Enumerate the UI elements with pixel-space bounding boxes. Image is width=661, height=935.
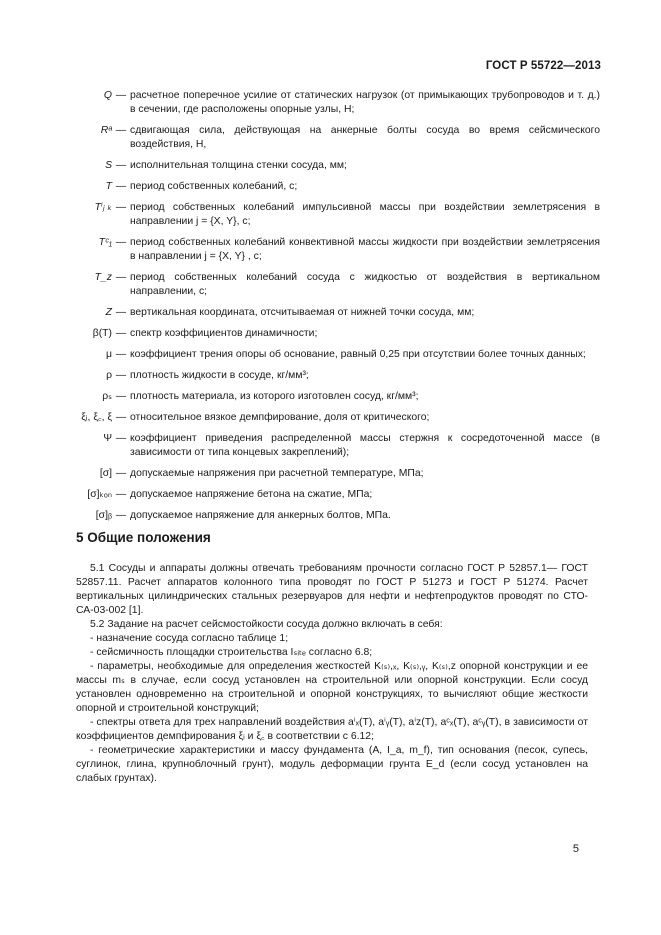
definition-row	[40, 306, 600, 320]
definition-symbol: T_z	[94, 272, 112, 283]
definition-row	[40, 509, 600, 523]
definition-symbol: [σ]ₖₒₙ	[87, 489, 112, 500]
definition-dash: —	[115, 391, 127, 402]
definition-symbol: [σ]ᵦ	[95, 510, 112, 521]
definition-row	[40, 432, 600, 460]
document-header: ГОСТ Р 55722—2013	[485, 60, 601, 72]
definition-symbol: β(T)	[92, 328, 112, 339]
paragraph: 5.2 Задание на расчет сейсмостойкости сосуда должно включать в себя:	[90, 619, 443, 630]
list-item: - параметры, необходимые для определения жесткостей K₍ₛ₎,ₓ, K₍ₛ₎,ᵧ, K₍ₛ₎,z опорной конструкции и ее массы mₛ в случае, если сосуд установлен на строительной или опорной конструкции. Если сосуд установлен одновременно на строительной и опорной конструкциях, то вычисляют общие жесткости опорной и строительной конструкций;	[76, 661, 588, 714]
definition-symbol: ξᵢ, ξ꜀, ξ	[81, 412, 112, 423]
definition-text: коэффициент приведения распределенной массы стержня к сосредоточенной массе (в зависимости от типа концевых закреплений);	[130, 433, 600, 458]
definition-dash: —	[115, 202, 127, 213]
paragraph: 5.1 Сосуды и аппараты должны отвечать требованиям прочности согласно ГОСТ Р 52857.1— ГОСТ 52857.11. Расчет аппаратов колонного типа проводят по ГОСТ Р 51273 и ГОСТ Р 51274. Расчет вертикальных цилиндрических стальных резервуаров для нефти и нефтепродуктов проводят по СТО-СА-03-002 [1].	[76, 563, 588, 616]
definition-text: исполнительная толщина стенки сосуда, мм;	[130, 160, 347, 171]
definition-text: период собственных колебаний конвективной массы жидкости при воздействии землетрясения в направлении j = {X, Y} , с;	[130, 237, 600, 262]
list-item: - спектры ответа для трех направлений воздействия aⁱₓ(T), aⁱᵧ(T), aⁱz(T), aᶜₓ(T), aᶜᵧ(T), в зависимости от коэффициентов демпфирования ξᵢ и ξ꜀ в соответствии с 6.12;	[76, 717, 588, 742]
page-number: 5	[572, 843, 579, 855]
section-title: 5 Общие положения	[76, 530, 211, 545]
definition-symbol: T	[105, 181, 112, 192]
definition-row	[40, 467, 600, 481]
definition-text: допускаемое напряжение для анкерных болтов, МПа.	[130, 510, 391, 521]
section-body	[76, 562, 588, 786]
definition-text: период собственных колебаний сосуда с жидкостью от воздействия в вертикальном направлении, с;	[130, 272, 600, 297]
definition-text: вертикальная координата, отсчитываемая от нижней точки сосуда, мм;	[130, 307, 475, 318]
definition-symbol: ρ	[106, 370, 112, 381]
definition-dash: —	[115, 370, 127, 381]
definition-symbol: Z	[105, 307, 112, 318]
definition-symbol: Ψ	[103, 433, 112, 444]
definition-symbol: S	[105, 160, 112, 171]
definition-row	[40, 124, 600, 152]
symbol-definitions-list	[40, 89, 600, 530]
definition-dash: —	[115, 237, 127, 248]
definition-dash: —	[115, 349, 127, 360]
definition-dash: —	[115, 412, 127, 423]
definition-text: расчетное поперечное усилие от статических нагрузок (от примыкающих трубопроводов и т. д.) в сечении, где расположены опорные узлы, Н;	[130, 90, 600, 115]
definition-text: сдвигающая сила, действующая на анкерные болты сосуда во время сейсмического воздействия, Н,	[130, 125, 600, 150]
definition-row	[40, 411, 600, 425]
definition-dash: —	[115, 125, 127, 136]
definition-symbol: Rᵃ	[100, 125, 112, 136]
definition-text: допускаемые напряжения при расчетной температуре, МПа;	[130, 468, 424, 479]
list-item: - назначение сосуда согласно таблице 1;	[90, 633, 289, 644]
definition-row	[40, 488, 600, 502]
definition-text: коэффициент трения опоры об основание, равный 0,25 при отсутствии более точных данных;	[130, 349, 586, 360]
definition-text: допускаемое напряжение бетона на сжатие, МПа;	[130, 489, 373, 500]
definition-dash: —	[115, 160, 127, 171]
definition-dash: —	[115, 489, 127, 500]
definition-row	[40, 180, 600, 194]
definition-symbol: μ	[106, 349, 112, 360]
definition-row	[40, 271, 600, 299]
definition-row	[40, 369, 600, 383]
definition-text: плотность жидкости в сосуде, кг/мм³;	[130, 370, 309, 381]
definition-row	[40, 201, 600, 229]
definition-row	[40, 159, 600, 173]
list-item: - геометрические характеристики и массу фундамента (A, I_a, m_f), тип основания (песок, супесь, суглинок, глина, крупноблочный грунт), модуль деформации грунта E_d (если сосуд установлен на слабых грунтах).	[76, 745, 588, 784]
definition-symbol: ρₛ	[102, 391, 112, 402]
definition-dash: —	[115, 181, 127, 192]
definition-dash: —	[115, 510, 127, 521]
definition-symbol: Tᶜ₁	[98, 237, 112, 248]
definition-row	[40, 236, 600, 264]
definition-dash: —	[115, 90, 127, 101]
definition-row	[40, 390, 600, 404]
definition-text: период собственных колебаний импульсивной массы при воздействии землетрясения в направлении j = {X, Y}, с;	[130, 202, 600, 227]
definition-text: плотность материала, из которого изготовлен сосуд, кг/мм³;	[130, 391, 419, 402]
definition-row	[40, 348, 600, 362]
definition-text: относительное вязкое демпфирование, доля от критического;	[130, 412, 430, 423]
definition-symbol: Tⁱⱼ ₖ	[94, 202, 112, 213]
definition-dash: —	[115, 433, 127, 444]
definition-dash: —	[115, 272, 127, 283]
definition-dash: —	[115, 307, 127, 318]
definition-text: период собственных колебаний, с;	[130, 181, 298, 192]
definition-row	[40, 327, 600, 341]
list-item: - сейсмичность площадки строительства Iₛᵢₜₑ согласно 6.8;	[90, 647, 373, 658]
definition-dash: —	[115, 328, 127, 339]
definition-symbol: [σ]	[99, 468, 112, 479]
definition-dash: —	[115, 468, 127, 479]
definition-row	[40, 89, 600, 117]
definition-text: спектр коэффициентов динамичности;	[130, 328, 318, 339]
definition-symbol: Q	[103, 90, 112, 101]
